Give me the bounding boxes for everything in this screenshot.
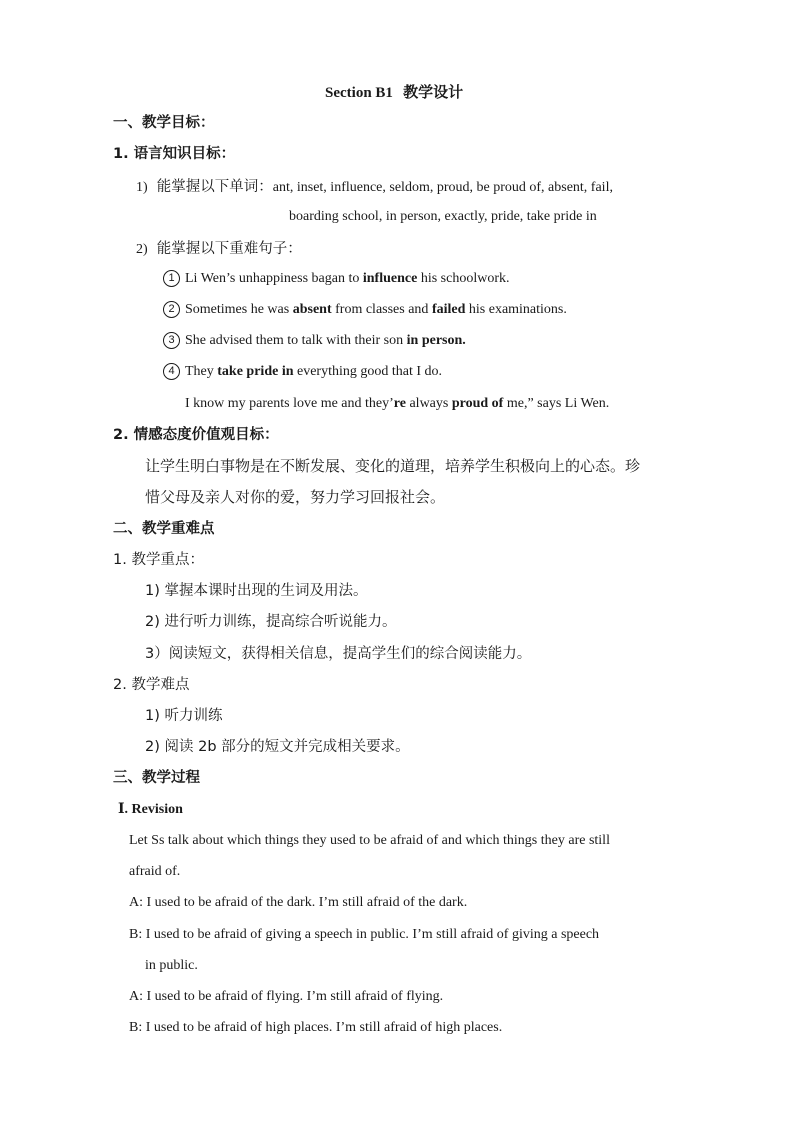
sentence-keyword: in person. (406, 333, 466, 348)
revision-intro-line2: afraid of. (129, 864, 181, 879)
dialogue-line-b1: B: I used to be afraid of giving a speech in public. I’m still afraid of giving a speech (129, 927, 600, 942)
section-heading-process: 三、教学过程 (113, 770, 200, 786)
dialogue-line-b2: B: I used to be afraid of high places. I’m still afraid of high places. (129, 1020, 503, 1035)
sentence-text: his examinations. (465, 302, 567, 317)
subheading-attitude-goals: 2. 情感态度价值观目标： (113, 427, 279, 443)
sentence-text: I know my parents love me and they’ (185, 396, 394, 411)
section-heading-key-points: 二、教学重难点 (113, 521, 215, 537)
key-sentence-2 (163, 300, 567, 320)
sentence-text: everything good that I do. (293, 364, 443, 379)
title-en: Section B1 (325, 85, 393, 101)
subheading-focus: 1. 教学重点： (113, 552, 204, 568)
focus-item-2: 2) 进行听力训练，提高综合听说能力。 (145, 614, 397, 630)
subheading-language-goals: 1. 语言知识目标： (113, 146, 236, 162)
difficulty-item-2: 2) 阅读 2b 部分的短文并完成相关要求。 (145, 739, 410, 755)
dialogue-line-a1: A: I used to be afraid of the dark. I’m still afraid of the dark. (129, 895, 468, 910)
subheading-difficulty: 2. 教学难点 (113, 677, 190, 693)
page-title (325, 82, 463, 103)
dialogue-line-b1-cont: in public. (145, 958, 198, 973)
sentence-text: from classes and (331, 302, 432, 317)
sentence-keyword: influence (362, 271, 418, 286)
vocab-item (136, 176, 613, 198)
vocab-item-label: 能掌握以下单词： (156, 179, 273, 195)
sentence-keyword: failed (431, 302, 466, 317)
circled-number-2: 2 (163, 301, 180, 318)
section-heading-goals: 一、教学目标： (113, 115, 215, 131)
circled-number-3: 3 (163, 332, 180, 349)
focus-item-1: 1) 掌握本课时出现的生词及用法。 (145, 583, 368, 599)
attitude-text-line2: 惜父母及亲人对你的爱，努力学习回报社会。 (145, 488, 446, 506)
sentence-text: always (405, 396, 452, 411)
revision-heading: Ⅰ. Revision (118, 802, 183, 817)
dialogue-line-a2: A: I used to be afraid of flying. I’m still afraid of flying. (129, 989, 444, 1004)
title-zh: 教学设计 (403, 83, 464, 101)
vocab-word-list-cont: boarding school, in person, exactly, pride, take pride in (289, 209, 597, 224)
sentence-text: Sometimes he was (185, 302, 293, 317)
vocab-word-list: ant, inset, influence, seldom, proud, be proud of, absent, fail, (272, 180, 613, 195)
sentence-keyword: re (393, 396, 406, 411)
key-sentence-4 (163, 362, 442, 382)
revision-intro-line1: Let Ss talk about which things they used to be afraid of and which things they are still (129, 833, 610, 848)
sentence-keyword: absent (292, 302, 332, 317)
attitude-text-line1: 让学生明白事物是在不断发展、变化的道理，培养学生积极向上的心态。珍 (145, 457, 641, 475)
sentence-item (136, 238, 302, 260)
key-sentence-1 (163, 269, 510, 289)
sentence-keyword: take pride in (217, 364, 294, 379)
sentence-item-number: 2) (136, 242, 148, 257)
sentence-text: his schoolwork. (417, 271, 510, 286)
circled-number-4: 4 (163, 363, 180, 380)
focus-item-3: 3）阅读短文，获得相关信息，提高学生们的综合阅读能力。 (145, 646, 532, 662)
sentence-text: Li Wen’s unhappiness bagan to (185, 271, 363, 286)
sentence-text: They (185, 364, 218, 379)
key-sentence-4-cont (185, 394, 609, 414)
sentence-keyword: proud of (451, 396, 504, 411)
difficulty-item-1: 1) 听力训练 (145, 708, 223, 724)
circled-number-1: 1 (163, 270, 180, 287)
vocab-item-number: 1) (136, 180, 148, 195)
key-sentence-3 (163, 331, 466, 351)
sentence-text: She advised them to talk with their son (185, 333, 407, 348)
sentence-text: me,” says Li Wen. (503, 396, 610, 411)
sentence-item-label: 能掌握以下重难句子： (156, 241, 302, 257)
